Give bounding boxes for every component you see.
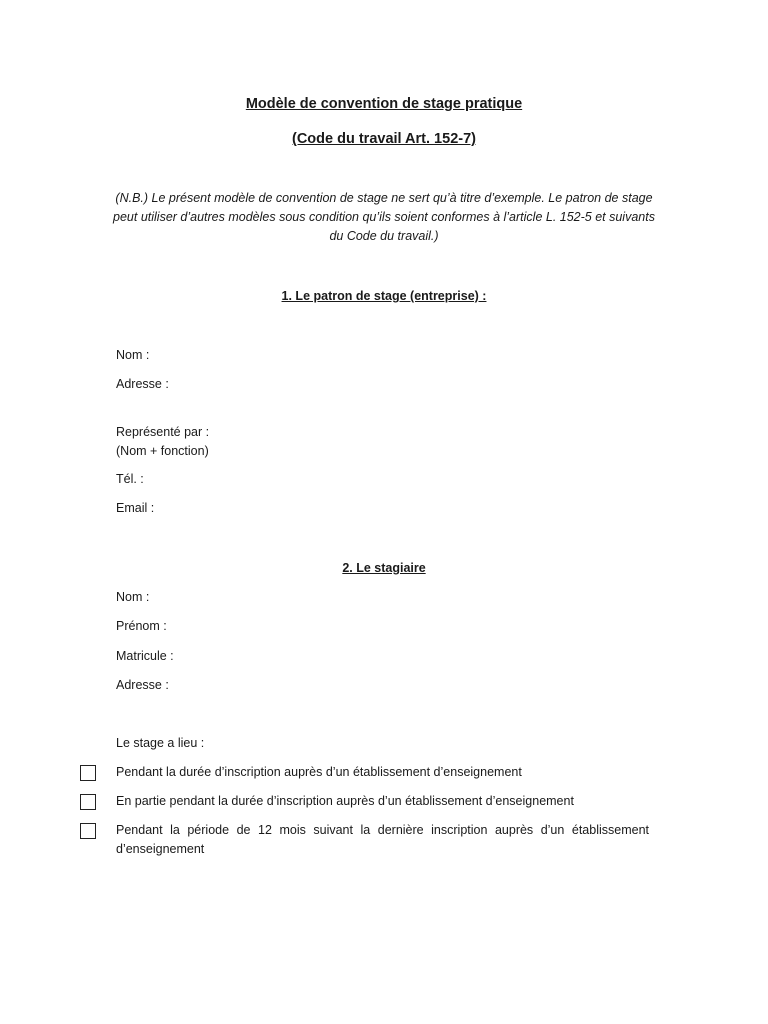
section-2-heading: 2. Le stagiaire <box>342 561 426 575</box>
stage-option-3-checkbox[interactable] <box>80 823 96 839</box>
employer-representative-label: Représenté par : <box>116 425 210 439</box>
employer-phone-label: Tél. : <box>116 472 144 486</box>
employer-address-label: Adresse : <box>116 377 169 391</box>
stage-option-2-checkbox[interactable] <box>80 794 96 810</box>
stage-option-2-label: En partie pendant la durée d’inscription auprès d’un établissement d’enseignement <box>116 794 574 808</box>
intern-matricule-label: Matricule : <box>116 649 174 663</box>
stage-option-3-label: Pendant la période de 12 mois suivant la dernière inscription auprès d’un établissement d’enseignement <box>116 823 649 856</box>
stage-option-1-checkbox[interactable] <box>80 765 96 781</box>
stage-option-1-label: Pendant la durée d’inscription auprès d’un établissement d’enseignement <box>116 765 522 779</box>
document-title: Modèle de convention de stage pratique <box>245 96 523 112</box>
intern-address-label: Adresse : <box>116 678 169 692</box>
document-subtitle: (Code du travail Art. 152-7) <box>292 131 476 147</box>
employer-email-label: Email : <box>116 501 155 515</box>
disclaimer-note: (N.B.) Le présent modèle de convention de stage ne sert qu’à titre d’exemple. Le patron de stage peut utiliser d’autres modèles sous condition qu’ils soient conformes à l’article L. 152-5 et suivants du Code du travail.) <box>113 191 655 243</box>
employer-representative-hint: (Nom + fonction) <box>116 444 209 458</box>
stage-location-label: Le stage a lieu : <box>116 736 205 750</box>
section-1-heading: 1. Le patron de stage (entreprise) : <box>281 289 487 303</box>
intern-firstname-label: Prénom : <box>116 619 167 633</box>
employer-name-label: Nom : <box>116 348 150 362</box>
intern-name-label: Nom : <box>116 590 150 604</box>
